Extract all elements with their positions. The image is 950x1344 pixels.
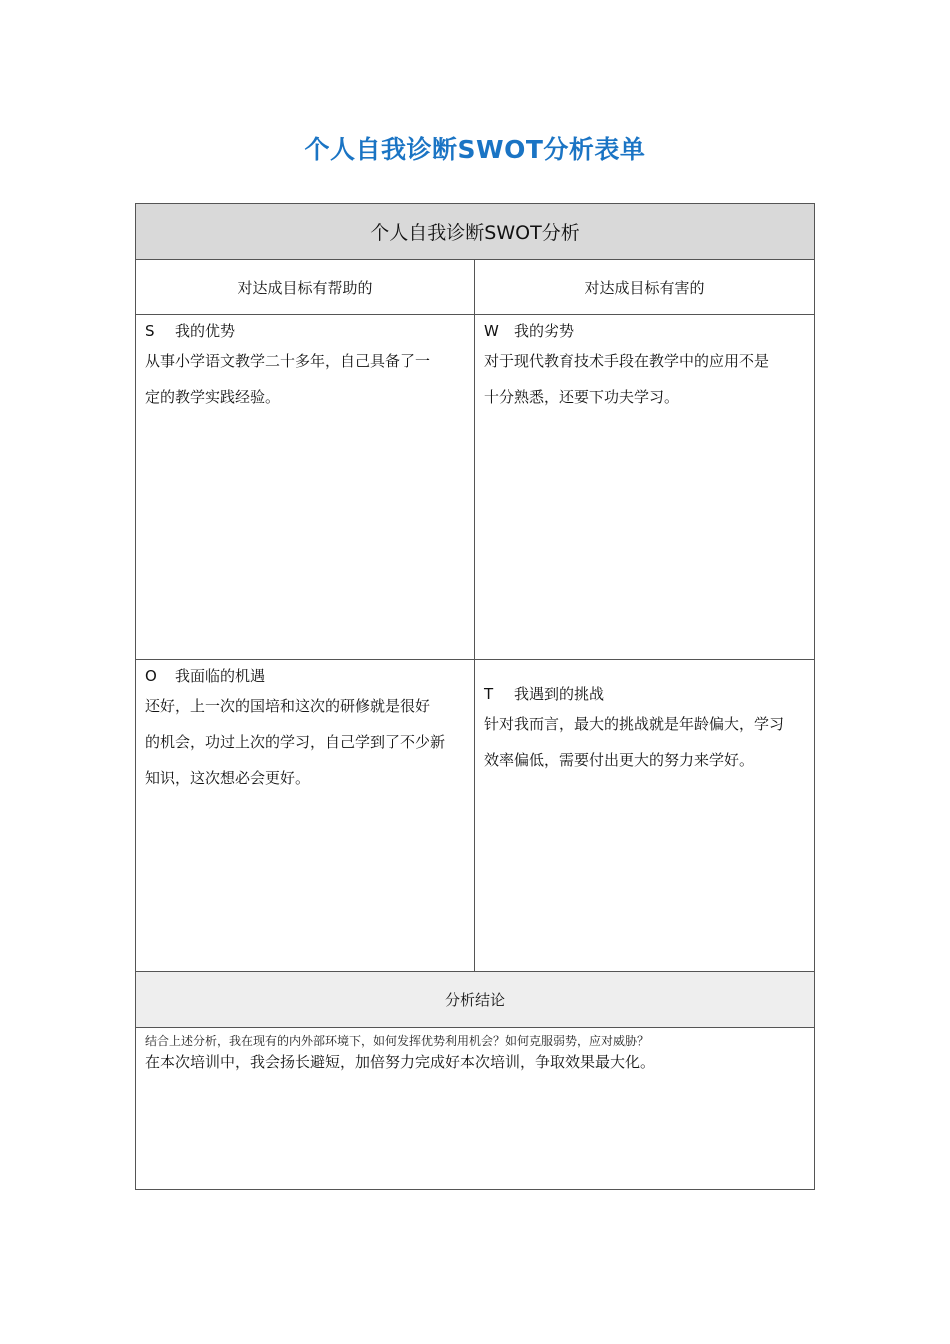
threats-title: 我遇到的挑战 bbox=[514, 685, 605, 703]
strengths-letter: S bbox=[145, 322, 155, 340]
strengths-title: 我的优势 bbox=[175, 322, 236, 340]
conclusion-cell bbox=[136, 1028, 814, 1189]
opportunities-letter: O bbox=[145, 667, 157, 685]
strengths-line: 定的教学实践经验。 bbox=[145, 388, 281, 406]
strengths-heading bbox=[145, 319, 466, 343]
strengths-line: 从事小学语文教学二十多年，自己具备了一 bbox=[145, 352, 431, 370]
helpful-column-header: 对达成目标有帮助的 bbox=[136, 260, 475, 315]
opportunities-line: 还好，上一次的国培和这次的研修就是很好 bbox=[145, 697, 431, 715]
threats-heading bbox=[484, 682, 806, 706]
page-title: 个人自我诊断SWOT分析表单 bbox=[304, 135, 646, 164]
threats-line: 效率偏低，需要付出更大的努力来学好。 bbox=[484, 751, 755, 769]
opportunities-line: 知识，这次想必会更好。 bbox=[145, 769, 311, 787]
weaknesses-line: 十分熟悉，还要下功夫学习。 bbox=[484, 388, 680, 406]
weaknesses-title: 我的劣势 bbox=[514, 322, 575, 340]
opportunities-line: 的机会，功过上次的学习，自己学到了不少新 bbox=[145, 733, 446, 751]
opportunities-cell bbox=[136, 660, 475, 972]
table-header: 个人自我诊断SWOT分析 bbox=[136, 204, 814, 260]
harmful-column-header: 对达成目标有害的 bbox=[475, 260, 814, 315]
opportunities-title: 我面临的机遇 bbox=[175, 667, 266, 685]
threats-letter: T bbox=[484, 685, 494, 703]
weaknesses-line: 对于现代教育技术手段在教学中的应用不是 bbox=[484, 352, 770, 370]
conclusion-prompt: 结合上述分析，我在现有的内外部环境下，如何发挥优势利用机会？如何克服弱势，应对威胁？ bbox=[145, 1034, 650, 1048]
strengths-cell bbox=[136, 315, 475, 660]
threats-cell bbox=[475, 660, 814, 972]
threats-line: 针对我而言，最大的挑战就是年龄偏大，学习 bbox=[484, 715, 785, 733]
swot-table bbox=[135, 203, 815, 1190]
conclusion-header: 分析结论 bbox=[136, 972, 814, 1028]
opportunities-heading bbox=[145, 664, 466, 688]
weaknesses-letter: W bbox=[484, 322, 499, 340]
weaknesses-heading bbox=[484, 319, 806, 343]
conclusion-text: 在本次培训中，我会扬长避短，加倍努力完成好本次培训，争取效果最大化。 bbox=[145, 1053, 656, 1071]
weaknesses-cell bbox=[475, 315, 814, 660]
